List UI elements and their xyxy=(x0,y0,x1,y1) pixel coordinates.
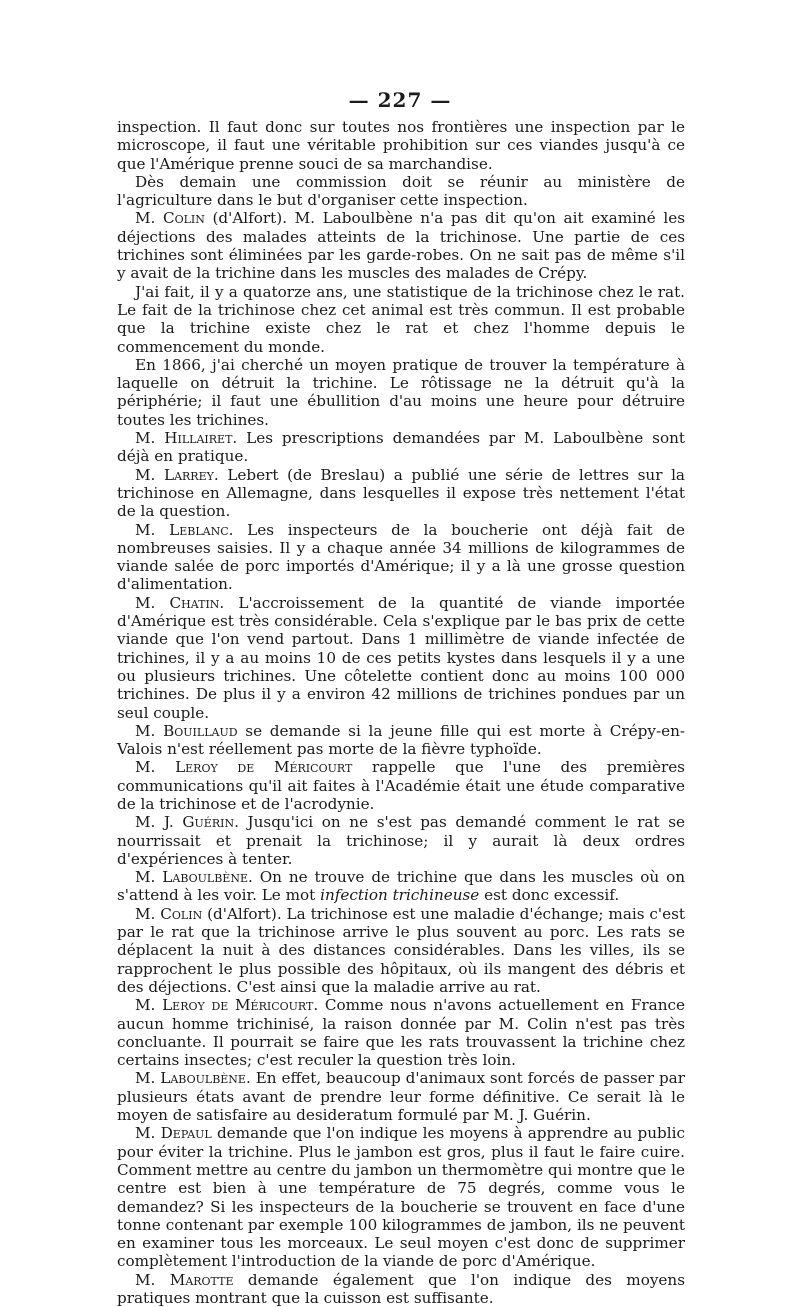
speaker-name: Marotte xyxy=(169,1270,234,1289)
text-run: M. xyxy=(135,996,163,1015)
text-run: M. J. xyxy=(135,813,183,832)
speaker-name: Leroy de Méricourt xyxy=(175,758,353,777)
speaker-name: Colin xyxy=(160,904,203,923)
paragraph xyxy=(117,356,685,429)
text-run: (d'Alfort). La trichinose est une maladie d'échange; mais c'est par le rat que la trichinose arrive le plus souvent au porc. Les rats se déplacent la nuit à des distances considérables. Dans les villes, ils se rapprochent le plus possible des hôpitaux, où ils mangent des débris et des déjections. C'est ainsi que la maladie arrive au rat. xyxy=(117,904,685,996)
text-run: inspection. Il faut donc sur toutes nos frontières une inspection par le microscope, il faut une véritable prohibition sur ces viandes jusqu'à ce que l'Amérique prenne souci de sa marchandise. xyxy=(117,118,685,173)
italic-text: infection trichineuse xyxy=(320,886,480,905)
text-run: . En effet, beaucoup d'animaux sont forcés de passer par plusieurs états avant de prendre leur forme définitive. Ce serait là le moyen de satisfaire au desideratum formulé par M. J. Guérin. xyxy=(117,1069,685,1125)
text-run: M. xyxy=(135,1124,161,1143)
speaker-name: Colin xyxy=(162,209,205,228)
text-run: est donc excessif. xyxy=(479,886,620,905)
paragraph xyxy=(117,905,685,996)
text-run: M. xyxy=(135,429,165,448)
text-run: M. xyxy=(135,593,170,612)
paragraph xyxy=(117,1124,685,1270)
paragraph xyxy=(117,209,685,282)
text-run: (d'Alfort). M. Laboulbène n'a pas dit qu'on ait examiné les déjections des malades atteints de la trichinose. Une partie de ces trichines sont éliminées par les garde-robes. On ne sait pas de même s'il y avait de la trichine dans les muscles des malades de Crépy. xyxy=(117,209,685,283)
text-run: M. xyxy=(135,465,164,484)
text-run: M. xyxy=(135,520,170,539)
speaker-name: Depaul xyxy=(160,1124,212,1143)
speaker-name: Chatin xyxy=(169,593,220,612)
text-run: . Les inspecteurs de la boucherie ont déjà fait de nombreuses saisies. Il y a chaque année 34 millions de kilogrammes de viande salée de porc importés d'Amérique; il y a là une grosse question d'alimentation. xyxy=(117,520,685,594)
text-run: J'ai fait, il y a quatorze ans, une statistique de la trichinose chez le rat. Le fait de la trichinose chez cet animal est très commun. Il est probable que la trichine existe chez le rat et chez l'homme depuis le commencement du monde. xyxy=(117,282,685,356)
speaker-name: Leroy de Méricourt xyxy=(162,996,314,1015)
paragraph xyxy=(117,868,685,905)
paragraph xyxy=(117,594,685,722)
speaker-name: Larrey xyxy=(164,465,214,484)
text-run: demande également que l'on indique des moyens pratiques montrant que la cuisson est suffisante. xyxy=(117,1270,685,1307)
paragraph xyxy=(117,722,685,759)
paragraph xyxy=(117,758,685,813)
paragraph xyxy=(117,813,685,868)
text-run: M. xyxy=(135,904,161,923)
speaker-name: Bouillaud xyxy=(163,721,238,740)
speaker-name: Laboulbène xyxy=(162,868,248,887)
text-run: se demande si la jeune fille qui est morte à Crépy-en-Valois n'est réellement pas morte de la fièvre typhoïde. xyxy=(117,721,685,759)
text-run: M. xyxy=(135,209,163,228)
text-run: . Jusqu'ici on ne s'est pas demandé comment le rat se nourrissait et prenait la trichinose; il y aurait là deux ordres d'expériences à tenter. xyxy=(117,813,685,868)
paragraph xyxy=(117,118,685,173)
text-run: . Lebert (de Breslau) a publié une série de lettres sur la trichinose en Allemagne, dans lesquelles il expose très nettement l'état de la question. xyxy=(117,465,685,521)
speaker-name: Hillairet xyxy=(164,429,233,448)
paragraph xyxy=(117,173,685,210)
paragraph xyxy=(117,1069,685,1124)
body-text xyxy=(117,118,685,1307)
text-run: . Les prescriptions demandées par M. Laboulbène sont déjà en pratique. xyxy=(117,429,685,466)
text-run: . On ne trouve de trichine que dans les muscles où on s'attend à les voir. Le mot xyxy=(117,868,685,905)
paragraph xyxy=(117,466,685,521)
speaker-name: Guérin xyxy=(182,813,235,832)
text-run: M. xyxy=(135,758,176,777)
text-run: . Comme nous n'avons actuellement en France aucun homme trichinisé, la raison donnée par M. Colin n'est pas très concluante. Il pourrait se faire que les rats trouvassent la trichine chez certains insectes; c'est reculer la question très loin. xyxy=(117,996,685,1070)
text-run: rappelle que l'une des premières communications qu'il ait faites à l'Académie était une étude comparative de la trichinose et de l'acrodynie. xyxy=(117,758,685,813)
paragraph xyxy=(117,429,685,466)
paragraph xyxy=(117,521,685,594)
text-run: Dès demain une commission doit se réunir au ministère de l'agriculture dans le but d'organiser cette inspection. xyxy=(117,172,685,210)
text-run: M. xyxy=(135,721,164,740)
text-run: demande que l'on indique les moyens à apprendre au public pour éviter la trichine. Plus le jambon est gros, plus il faut le faire cuire. Comment mettre au centre du jambon un thermomètre qui montre que le centre est bien à une température de 75 degrés, comme vous le demandez? Si les inspecteurs de la boucherie se trouvent en face d'une tonne contenant par exemple 100 kilogrammes de jambon, ils ne peuvent en examiner tous les morceaux. Le seul moyen c'est donc de supprimer complètement l'introduction de la viande de porc d'Amérique. xyxy=(117,1124,685,1271)
page-number: — 227 — xyxy=(348,88,452,112)
text-run: M. xyxy=(135,868,163,887)
text-run: . L'accroissement de la quantité de viande importée d'Amérique est très considérable. Cela s'explique par le bas prix de cette viande que l'on vend partout. Dans 1 millimètre de viande infectée de trichines, il y a au moins 10 de ces petits kystes dans lesquels il y a une ou plusieurs trichines. Une côtelette contient donc au moins 100 000 trichines. De plus il y a environ 42 millions de trichines pondues par un seul couple. xyxy=(117,593,685,722)
paragraph xyxy=(117,996,685,1069)
text-run: En 1866, j'ai cherché un moyen pratique de trouver la température à laquelle on détruit la trichine. Le rôtissage ne la détruit qu'à la périphérie; il faut une ébullition d'au moins une heure pour détruire toutes les trichines. xyxy=(117,355,685,429)
paragraph xyxy=(117,1271,685,1307)
text-run: M. xyxy=(135,1069,161,1088)
speaker-name: Laboulbène xyxy=(160,1069,246,1088)
text-run: M. xyxy=(135,1270,170,1289)
paragraph xyxy=(117,283,685,356)
speaker-name: Leblanc xyxy=(169,520,229,539)
